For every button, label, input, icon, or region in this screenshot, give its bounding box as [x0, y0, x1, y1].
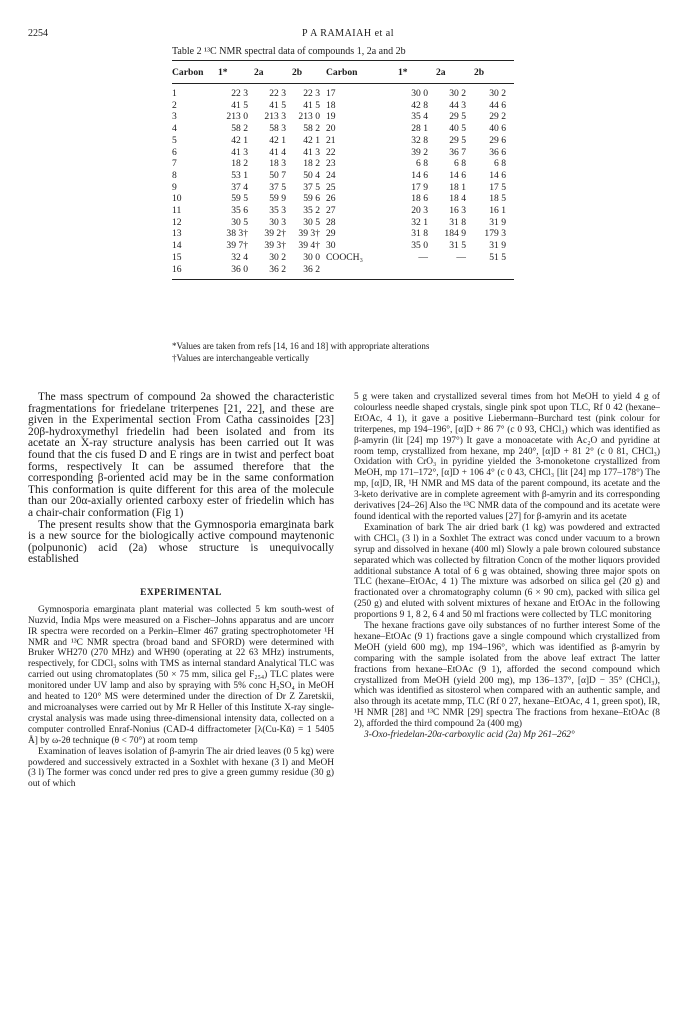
body-paragraph: The mass spectrum of compound 2a showed the characteristic fragmentations for friedelane triterpenes [21, 22], and these are given in the Experimental section From Catha cassinoides [23] 20β-hydroxymethyl friedelin had been isolated and from its acetate an X-ray structure analysis has been carried out It was found that the cis fused D and E rings are in twist and perfect boat forms, respectively It can be assumed therefore that the corresponding β-oriented acid may be in the same conformation This conformation is quite different for this area of the molecule than our 20α-axially oriented carboxy ester of friedelin which has a chair-chair conformation (Fig 1) [28, 391, 334, 519]
table-row [172, 182, 514, 194]
table-cell: 37 5 [269, 181, 286, 193]
table-cell: 30 [326, 240, 336, 252]
table-cell: 30 2 [449, 88, 466, 99]
table-cell: 37 5 [303, 181, 320, 193]
table-cell: 32 4 [231, 251, 248, 263]
col-header: 2b [292, 61, 326, 84]
col-header: 1* [218, 61, 254, 84]
table-cell: 14 6 [489, 169, 506, 181]
table-cell: 32 8 [411, 134, 428, 146]
table-cell: 39 7† [226, 240, 248, 252]
table-cell: 14 [172, 240, 182, 252]
table-cell: 35 3 [269, 205, 286, 217]
table-cell: 59 5 [231, 193, 248, 205]
table-cell: 30 2 [489, 88, 506, 99]
table-cell: 213 3 [264, 111, 286, 123]
table-cell: 17 9 [411, 181, 428, 193]
table-cell: 42 8 [411, 99, 428, 111]
table-cell: 39 2† [264, 228, 286, 240]
table-row [172, 217, 514, 229]
left-column [28, 392, 334, 790]
body-paragraph: 5 g were taken and crystallized several times from hot MeOH to yield 4 g of colourless needle shaped crystals, single pink spot upon TLC, Rf 0 42 (hexane–EtOAc, 4 1), it gave a positive Liebermann–Burchard test (pink colour for triterpenes, mp 194–196°, [α]D + 86 7° (c 0 93, CHCl₃) which was identified as β-amyrin (lit [24] mp 197°) It gave a monoacetate with Ac₂O and pyridine at room temp, crystallized from hexane, mp 240°, [α]D + 81 2° (c 0 81, CHCl₃) Oxidation with CrO₃ in pyridine yielded the 3-monoketone crystallized from MeOH, mp 171–172°, [α]D + 106 4° (c 0 43, CHCl₃ [lit [24] mp 177–178°) The mp, [α]D, IR, ¹H NMR and MS data of the parent compound, its acetate and the 3-keto derivative are in complete agreement with β-amyrin and its corresponding derivatives [24–26] Also the ¹³C NMR data of the compound and its acetate were found identical with the reported values [27] for β-amyrin and its acetate [354, 392, 660, 522]
table-cell: 179 3 [484, 228, 506, 240]
table-cell: 15 [172, 251, 182, 263]
table-cell: 27 [326, 205, 336, 217]
table-cell [326, 264, 398, 280]
table-cell: 18 2 [303, 158, 320, 170]
table-cell: 213 0 [226, 111, 248, 123]
table-cell: 29 6 [489, 134, 506, 146]
nmr-table [172, 60, 514, 280]
table-cell: 41 3 [231, 146, 248, 158]
table-cell: 22 3 [269, 88, 286, 99]
body-paragraph: Gymnosporia emarginata plant material was collected 5 km south-west of Nuzvid, India Mps were measured on a Fischer–Johns apparatus and are uncorr IR spectra were recorded on a Perkin–Elmer 467 grating spectrophotometer ¹H NMR and ¹³C NMR spectra (broad band and SFORD) were determined with Bruker WH270 (270 MHz) and WH90 (operating at 22 63 MHz) instruments, respectively, for CDCl₃ solns with TMS as internal standard Analytical TLC was carried out using chromatoplates (50 × 75 mm, silica gel F₂₅₄) TLC plates were monitored under UV lamp and also by spraying with 5% conc H₂SO₄ in MeOH and heated to 120° MS were determined under the direction of Dr Z Zaretskii, and microanalyses were carried out by Mr R Heller of this Institute X-ray single-crystal analysis was made using three-dimensional intensity data, collected on a computer controlled Enraf-Nonius (CAD-4 diffractometer [λ(Cu-Kᾱ) = 1 5405 Å] by ω-2θ technique (θ < 70°) at room temp [28, 604, 334, 746]
table-cell: 41 5 [269, 99, 286, 111]
col-header: 2b [474, 61, 514, 84]
table-cell: 36 2 [292, 264, 326, 280]
table-cell: 35 6 [231, 205, 248, 217]
table-cell: 19 [326, 111, 336, 123]
table-row [172, 240, 514, 252]
table-cell: 42 1 [269, 134, 286, 146]
table-cell: 6 [172, 146, 177, 158]
table-cell: 40 5 [449, 123, 466, 135]
table-cell: 58 2 [303, 123, 320, 135]
table-cell: 16 [172, 264, 218, 280]
table-footnote: *Values are taken from refs [14, 16 and 18] with appropriate alterations [172, 341, 430, 351]
table-cell: 24 [326, 169, 336, 181]
table-footnote: †Values are interchangeable vertically [172, 353, 310, 363]
table-cell: 9 [172, 181, 177, 193]
table-cell: 44 6 [489, 99, 506, 111]
table-cell: 2 [172, 99, 177, 111]
table-cell: 22 [326, 146, 336, 158]
table-cell: 39 2 [411, 146, 428, 158]
table-cell: 213 0 [298, 111, 320, 123]
body-paragraph: The present results show that the Gymnosporia emarginata bark is a new source for the biologically active compound maytenonic (polpunonic) acid (2a) whose structure is unequivocally established [28, 518, 334, 566]
table-cell: 42 1 [231, 134, 248, 146]
table-cell: 44 3 [449, 99, 466, 111]
table-row [172, 111, 514, 123]
table-cell: 30 5 [231, 216, 248, 228]
table-cell: 59 6 [303, 193, 320, 205]
table-cell: 29 2 [489, 111, 506, 123]
table-cell: 25 [326, 181, 336, 193]
table-cell: 58 3 [269, 123, 286, 135]
table-cell: 51 5 [489, 251, 506, 263]
table-cell: — [456, 251, 466, 263]
table-cell: 5 [172, 134, 177, 146]
col-header: 1* [398, 61, 436, 84]
table-cell: 36 6 [489, 146, 506, 158]
col-header: Carbon [326, 61, 398, 84]
table-cell: 29 5 [449, 134, 466, 146]
table-cell: 12 [172, 216, 182, 228]
table-cell: 30 5 [303, 216, 320, 228]
table-cell: 7 [172, 158, 177, 170]
table-cell: 31 8 [411, 228, 428, 240]
table-cell: 1 [172, 88, 177, 99]
table-cell: 3 [172, 111, 177, 123]
table-cell: 29 [326, 228, 336, 240]
table-cell: 16 3 [449, 205, 466, 217]
table-cell: 26 [326, 193, 336, 205]
table-cell: 39 4† [298, 240, 320, 252]
table-cell: 42 1 [303, 134, 320, 146]
col-header: Carbon [172, 61, 218, 84]
table-caption: Table 2 ¹³C NMR spectral data of compounds 1, 2a and 2b [172, 46, 406, 57]
table-cell: 36 2 [254, 264, 292, 280]
table-cell: 37 4 [231, 181, 248, 193]
table-cell: 30 0 [303, 251, 320, 263]
table-cell: 31 9 [489, 216, 506, 228]
table-cell [436, 264, 474, 280]
table-row [172, 84, 514, 100]
table-cell: 13 [172, 228, 182, 240]
section-title: EXPERIMENTAL [140, 587, 222, 598]
table-cell: 16 1 [489, 205, 506, 217]
table-cell: 30 0 [411, 88, 428, 99]
table-cell: 31 8 [449, 216, 466, 228]
table-cell: 53 1 [231, 169, 248, 181]
table-cell [474, 264, 514, 280]
table-cell: 18 4 [449, 193, 466, 205]
table-cell: 21 [326, 134, 336, 146]
table-row [172, 228, 514, 240]
table-cell: 58 2 [231, 123, 248, 135]
table-cell: 6 8 [494, 158, 506, 170]
table-cell: 14 6 [411, 169, 428, 181]
table-cell: 32 1 [411, 216, 428, 228]
table-row [172, 205, 514, 217]
table-row [172, 100, 514, 112]
table-cell: 28 [326, 216, 336, 228]
table-cell: 28 1 [411, 123, 428, 135]
table-cell: 35 4 [411, 111, 428, 123]
body-paragraph: Examination of leaves isolation of β-amyrin The air dried leaves (0 5 kg) were powdered and successively extracted in a Soxhlet with hexane (3 l) and MeOH (3 l) The former was concd under red pres to give a green gummy residue (30 g) out of which [28, 746, 334, 790]
page-number: 2254 [28, 28, 48, 39]
table-cell: 18 6 [411, 193, 428, 205]
table-cell [398, 264, 436, 280]
table-cell: COOCH₃ [326, 251, 363, 263]
table-row [172, 135, 514, 147]
table-cell: 41 5 [303, 99, 320, 111]
table-row [172, 170, 514, 182]
table-cell: 17 5 [489, 181, 506, 193]
table-header-row [172, 61, 514, 84]
table-cell: 20 3 [411, 205, 428, 217]
table-cell: 23 [326, 158, 336, 170]
table-cell: 35 2 [303, 205, 320, 217]
table-cell: 31 5 [449, 240, 466, 252]
table-cell: 31 9 [489, 240, 506, 252]
table-cell: 184 9 [444, 228, 466, 240]
table-cell: 18 1 [449, 181, 466, 193]
table-cell: — [418, 251, 428, 263]
table-cell: 40 6 [489, 123, 506, 135]
table-cell: 50 7 [269, 169, 286, 181]
table-cell: 4 [172, 123, 177, 135]
table-cell: 41 4 [269, 146, 286, 158]
table-cell: 18 2 [231, 158, 248, 170]
table-row [172, 193, 514, 205]
table-row [172, 264, 514, 280]
table-row [172, 252, 514, 264]
table-cell: 36 0 [218, 264, 254, 280]
table-cell: 18 [326, 99, 336, 111]
body-paragraph: The hexane fractions gave oily substances of no further interest Some of the hexane–EtOAc (9 1) fractions gave a single compound which crystallized from MeOH (yield 600 mg), mp 194–196°, which was identified as β-amyrin by comparing with the sample isolated from the above leaf extract The latter fractions from hexane–EtOAc (9 1), afforded the second compound which crystallized from MeOH (yield 200 mg), mp 136–137°, [α]D − 35° (CHCl₃), which was identified as sitosterol when compared with an authentic sample, and also through its acetate mmp, TLC (Rf 0 27, hexane–EtOAc, 4 1, green spot), IR, ¹H NMR [28] and ¹³C NMR [29] spectra The fractions from hexane–EtOAc (8 2), afforded the third compound 2a (400 mg) [354, 621, 660, 730]
table-cell: 30 2 [269, 251, 286, 263]
table-cell: 30 3 [269, 216, 286, 228]
table-cell: 35 0 [411, 240, 428, 252]
table-cell: 38 3† [226, 228, 248, 240]
table-cell: 41 3 [303, 146, 320, 158]
table-cell: 17 [326, 88, 336, 99]
table-cell: 14 6 [449, 169, 466, 181]
body-paragraph: Examination of bark The air dried bark (1 kg) was powdered and extracted with CHCl₃ (3 l) in a Soxhlet The extract was concd under vacuum to a brown syrup and dissolved in hexane (400 ml) Slowly a pale brown coloured substance separated which was collected by filtration Concn of the mother liquors provided additional substance A total of 6 g was obtained, showing three major spots on TLC (hexane–EtOAc, 4 1) The mixture was adsorbed on silica gel (20 g) and fractionated over a chromatography column (6 × 90 cm), packed with silica gel (250 g) and eluted with solvent mixtures of hexane and EtOAc in the following proportions 9 1, 8 2, 6 4 and 50 ml fractions were collected by TLC monitoring [354, 522, 660, 621]
running-header: P A RAMAIAH et al [301, 28, 395, 39]
table-cell: 22 3 [231, 88, 248, 99]
table-cell: 22 3 [303, 88, 320, 99]
table-cell: 20 [326, 123, 336, 135]
col-header: 2a [436, 61, 474, 84]
table-row [172, 158, 514, 170]
table-cell: 6 8 [454, 158, 466, 170]
body-paragraph: 3-Oxo-friedelan-20α-carboxylic acid (2a) Mp 261–262° [364, 730, 575, 741]
right-column [354, 392, 660, 741]
table-cell: 59 9 [269, 193, 286, 205]
table-cell: 41 5 [231, 99, 248, 111]
table-cell: 18 5 [489, 193, 506, 205]
table-cell: 29 5 [449, 111, 466, 123]
table-cell: 8 [172, 169, 177, 181]
table-cell: 11 [172, 205, 182, 217]
table-row [172, 147, 514, 159]
table-cell: 36 7 [449, 146, 466, 158]
table-cell: 10 [172, 193, 182, 205]
table-cell: 18 3 [269, 158, 286, 170]
table-cell: 50 4 [303, 169, 320, 181]
table-cell: 39 3† [298, 228, 320, 240]
table-row [172, 123, 514, 135]
table-cell: 39 3† [264, 240, 286, 252]
table-cell: 6 8 [416, 158, 428, 170]
col-header: 2a [254, 61, 292, 84]
